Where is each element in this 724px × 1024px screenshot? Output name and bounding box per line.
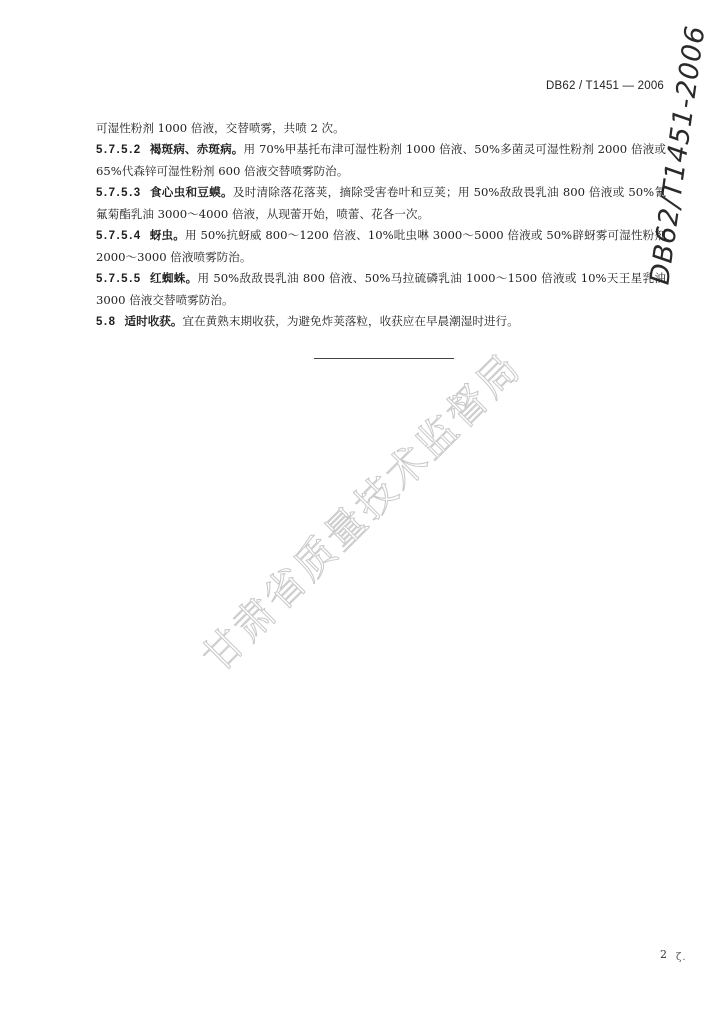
document-code: DB62 / T1451 — 2006	[546, 80, 665, 92]
clause-text: 及时清除落花落荚，摘除受害卷叶和豆荚；用 50%敌敌畏乳油 800 倍液或 50%氰氟菊酯乳油 3000～4000 倍液，从现蕾开始，喷蕾、花各一次。	[96, 185, 666, 221]
clause-number: 5.7.5.3	[96, 187, 142, 199]
clause-text: 宜在黄熟末期收获，为避免炸荚落粒，收获应在早晨潮湿时进行。	[182, 314, 519, 328]
clause-5-7-5-2	[96, 139, 666, 182]
end-of-text-rule	[314, 358, 454, 359]
clause-title: 适时收获。	[124, 314, 183, 328]
handwritten-doc-code: DB62/T1451-2006	[644, 23, 712, 287]
paragraph-continuation	[96, 118, 666, 139]
page-mark: ζ.	[676, 952, 687, 963]
paragraph-text: 可湿性粉剂 1000 倍液，交替喷雾，共喷 2 次。	[96, 121, 345, 135]
clause-text: 用 50%敌敌畏乳油 800 倍液、50%马拉硫磷乳油 1000～1500 倍液或 10%天王星乳油 3000 倍液交替喷雾防治。	[96, 271, 666, 307]
document-body	[96, 118, 666, 333]
clause-text: 用 70%甲基托布津可湿性粉剂 1000 倍液、50%多菌灵可湿性粉剂 2000 倍液或 65%代森锌可湿性粉剂 600 倍液交替喷雾防治。	[96, 142, 666, 178]
clause-title: 褐斑病、赤斑病。	[149, 142, 244, 156]
clause-number: 5.7.5.5	[96, 273, 142, 285]
clause-title: 食心虫和豆蟆。	[149, 185, 233, 199]
clause-5-7-5-3	[96, 182, 666, 225]
clause-number: 5.7.5.2	[96, 144, 142, 156]
clause-text: 用 50%抗蚜威 800～1200 倍液、10%吡虫啉 3000～5000 倍液或 50%辟蚜雾可湿性粉剂 2000～3000 倍液喷雾防治。	[96, 228, 666, 264]
clause-title: 蚜虫。	[149, 228, 185, 242]
clause-5-8	[96, 311, 666, 333]
clause-number: 5.7.5.4	[96, 230, 142, 242]
page-number: 2	[660, 948, 667, 961]
clause-5-7-5-5	[96, 268, 666, 311]
watermark: 甘肃省质量技术监督局	[194, 344, 531, 681]
clause-title: 红蜘蛛。	[149, 271, 198, 285]
clause-5-7-5-4	[96, 225, 666, 268]
clause-number: 5.8	[96, 316, 117, 328]
